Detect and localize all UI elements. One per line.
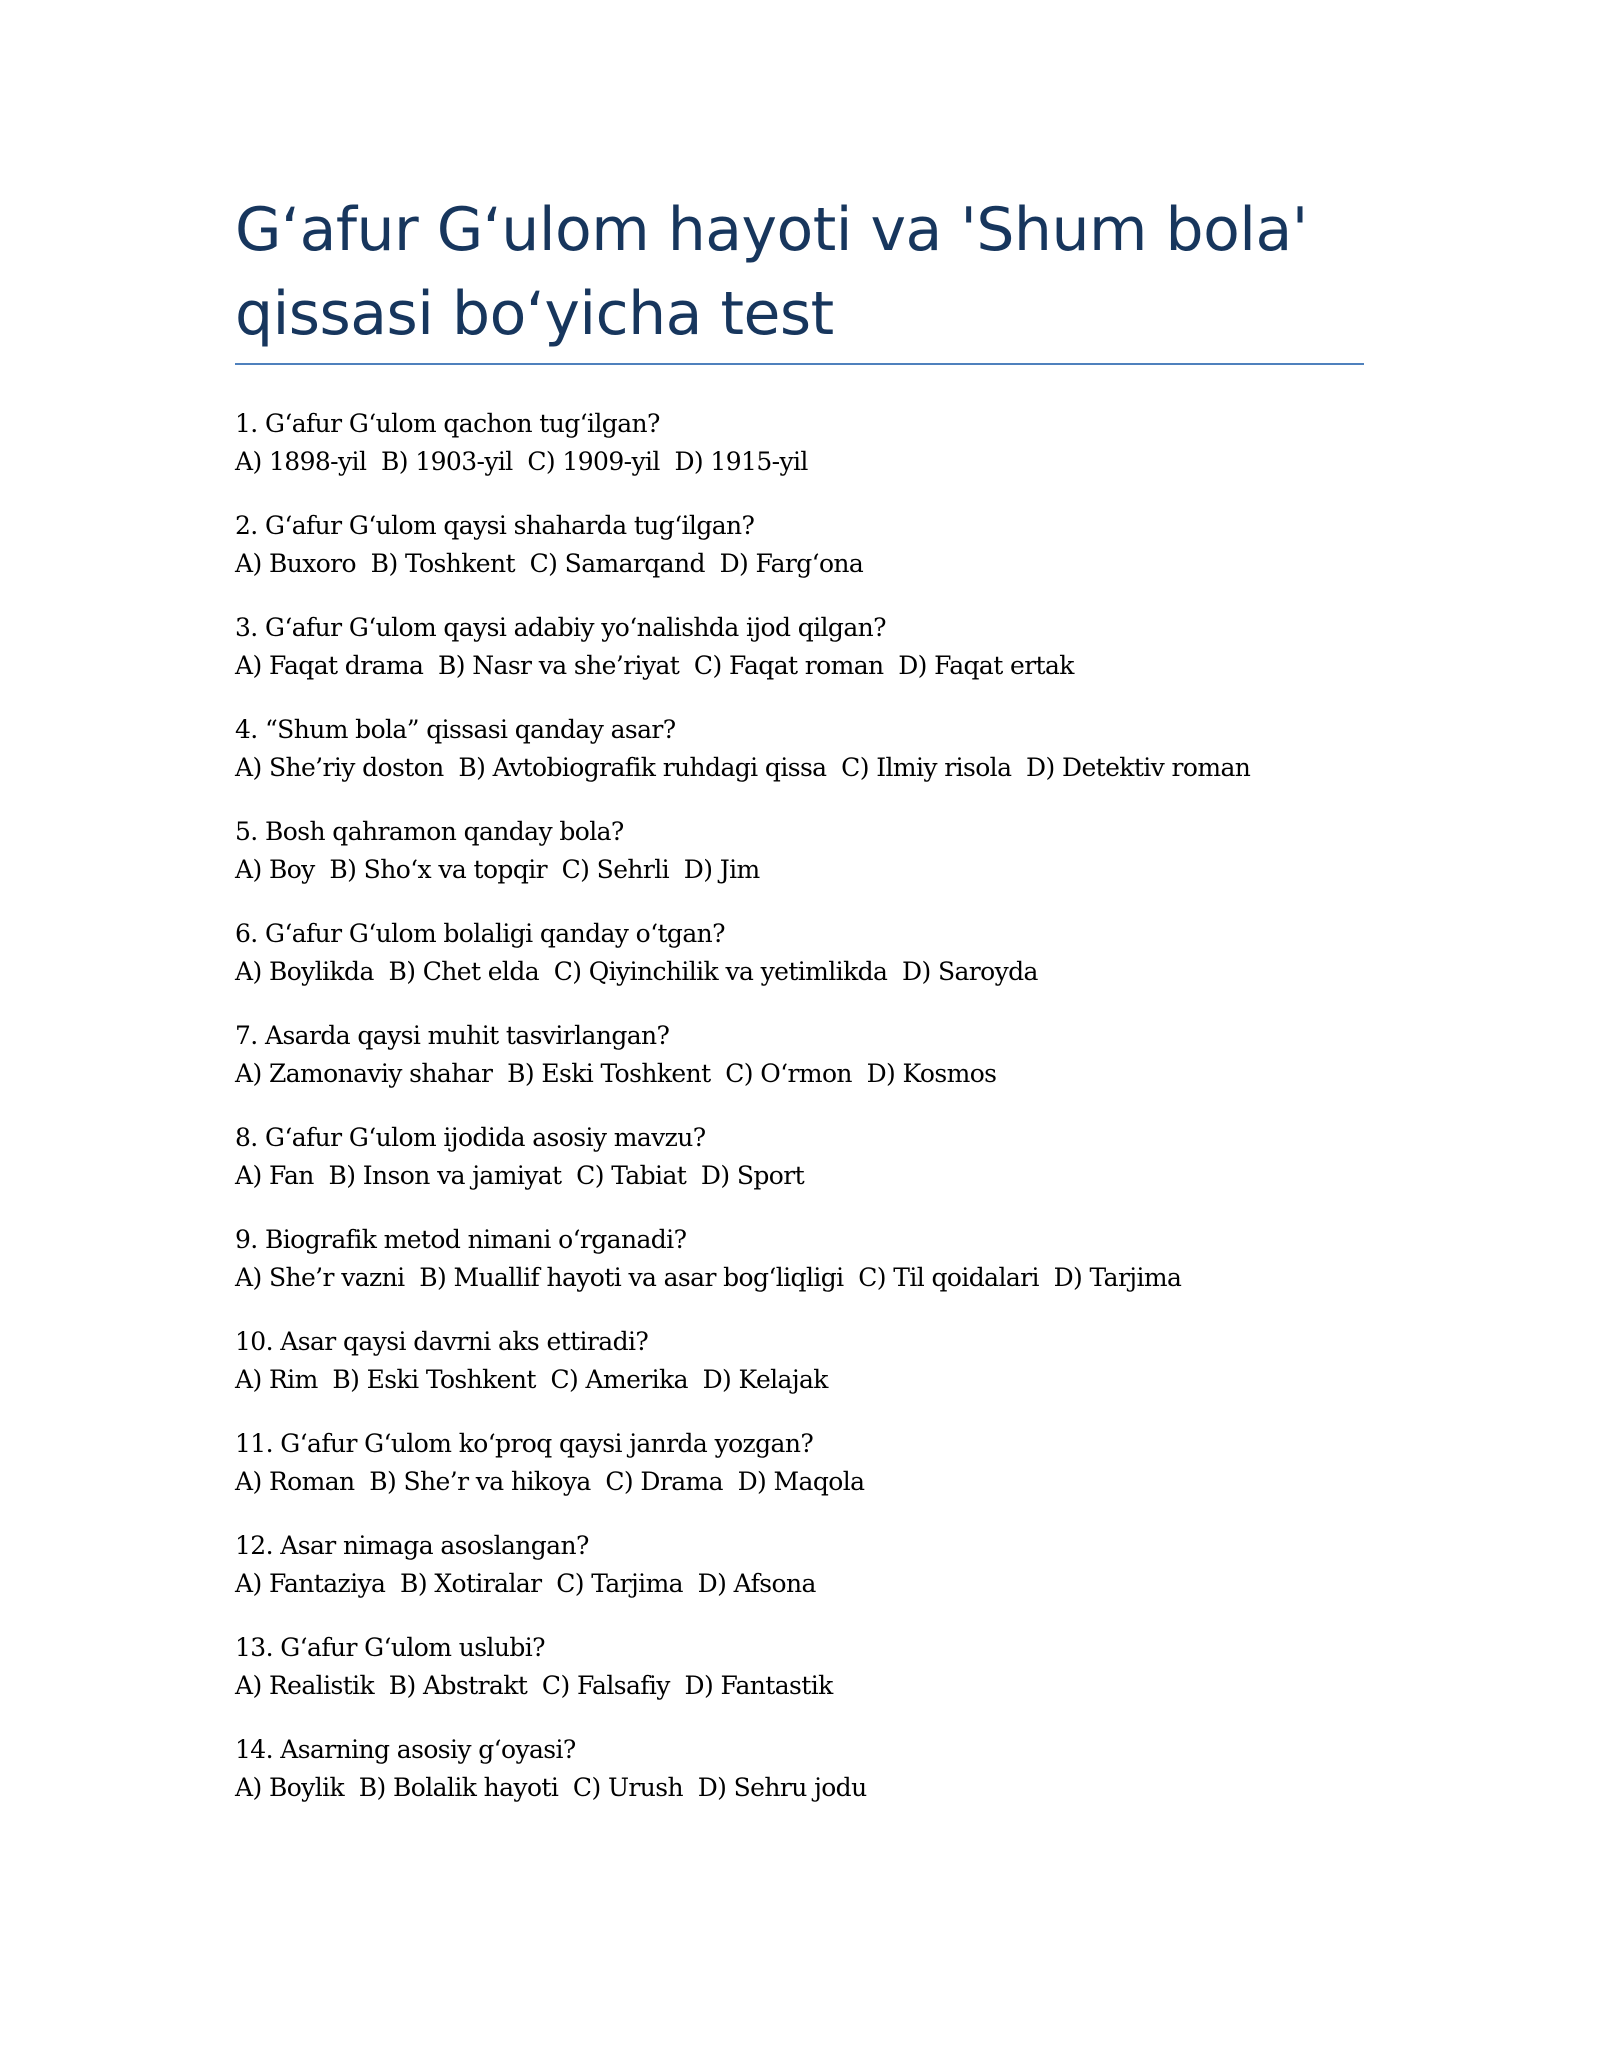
question-item (235, 507, 1365, 609)
question-text: 13. G‘afur G‘ulom uslubi? (235, 1633, 545, 1662)
question-text: 1. G‘afur G‘ulom qachon tug‘ilgan? (235, 409, 660, 438)
question-options: A) Faqat drama B) Nasr va she’riyat C) Faqat roman D) Faqat ertak (235, 651, 1074, 680)
question-item (235, 1323, 1365, 1425)
question-item (235, 1425, 1365, 1527)
question-item (235, 1527, 1365, 1629)
question-options: A) Buxoro B) Toshkent C) Samarqand D) Farg‘ona (235, 549, 864, 578)
title-underline (235, 363, 1364, 365)
question-list (235, 405, 1365, 1833)
question-text: 8. G‘afur G‘ulom ijodida asosiy mavzu? (235, 1123, 706, 1152)
question-item (235, 1119, 1365, 1221)
question-options: A) She’riy doston B) Avtobiografik ruhdagi qissa C) Ilmiy risola D) Detektiv roman (235, 753, 1251, 782)
question-options: A) Fan B) Inson va jamiyat C) Tabiat D) Sport (235, 1161, 805, 1190)
question-text: 11. G‘afur G‘ulom ko‘proq qaysi janrda yozgan? (235, 1429, 814, 1458)
document-title: G‘afur G‘ulom hayoti va 'Shum bola' qissasi bo‘yicha test (235, 195, 1308, 349)
question-text: 7. Asarda qaysi muhit tasvirlangan? (235, 1021, 670, 1050)
question-options: A) Boylikda B) Chet elda C) Qiyinchilik va yetimlikda D) Saroyda (235, 957, 1038, 986)
question-item (235, 813, 1365, 915)
question-options: A) Realistik B) Abstrakt C) Falsafiy D) Fantastik (235, 1671, 833, 1700)
question-options: A) Roman B) She’r va hikoya C) Drama D) Maqola (235, 1467, 865, 1496)
question-text: 10. Asar qaysi davrni aks ettiradi? (235, 1327, 649, 1356)
question-text: 12. Asar nimaga asoslangan? (235, 1531, 589, 1560)
question-item (235, 1731, 1365, 1833)
question-options: A) Zamonaviy shahar B) Eski Toshkent C) O‘rmon D) Kosmos (235, 1059, 997, 1088)
question-item (235, 1017, 1365, 1119)
question-text: 6. G‘afur G‘ulom bolaligi qanday o‘tgan? (235, 919, 725, 948)
question-text: 3. G‘afur G‘ulom qaysi adabiy yo‘nalishda ijod qilgan? (235, 613, 886, 642)
question-options: A) She’r vazni B) Muallif hayoti va asar bog‘liqligi C) Til qoidalari D) Tarjima (235, 1263, 1182, 1292)
question-options: A) Fantaziya B) Xotiralar C) Tarjima D) Afsona (235, 1569, 816, 1598)
question-options: A) Boy B) Sho‘x va topqir C) Sehrli D) Jim (235, 855, 760, 884)
question-item (235, 609, 1365, 711)
question-text: 5. Bosh qahramon qanday bola? (235, 817, 624, 846)
question-item (235, 405, 1365, 507)
question-text: 9. Biografik metod nimani o‘rganadi? (235, 1225, 687, 1254)
question-item (235, 1221, 1365, 1323)
question-text: 4. “Shum bola” qissasi qanday asar? (235, 715, 676, 744)
question-item (235, 915, 1365, 1017)
question-item (235, 1629, 1365, 1731)
question-options: A) Rim B) Eski Toshkent C) Amerika D) Kelajak (235, 1365, 828, 1394)
question-text: 2. G‘afur G‘ulom qaysi shaharda tug‘ilgan? (235, 511, 755, 540)
question-options: A) 1898-yil B) 1903-yil C) 1909-yil D) 1915-yil (235, 447, 808, 476)
question-text: 14. Asarning asosiy g‘oyasi? (235, 1735, 576, 1764)
question-item (235, 711, 1365, 813)
question-options: A) Boylik B) Bolalik hayoti C) Urush D) Sehru jodu (235, 1773, 867, 1802)
